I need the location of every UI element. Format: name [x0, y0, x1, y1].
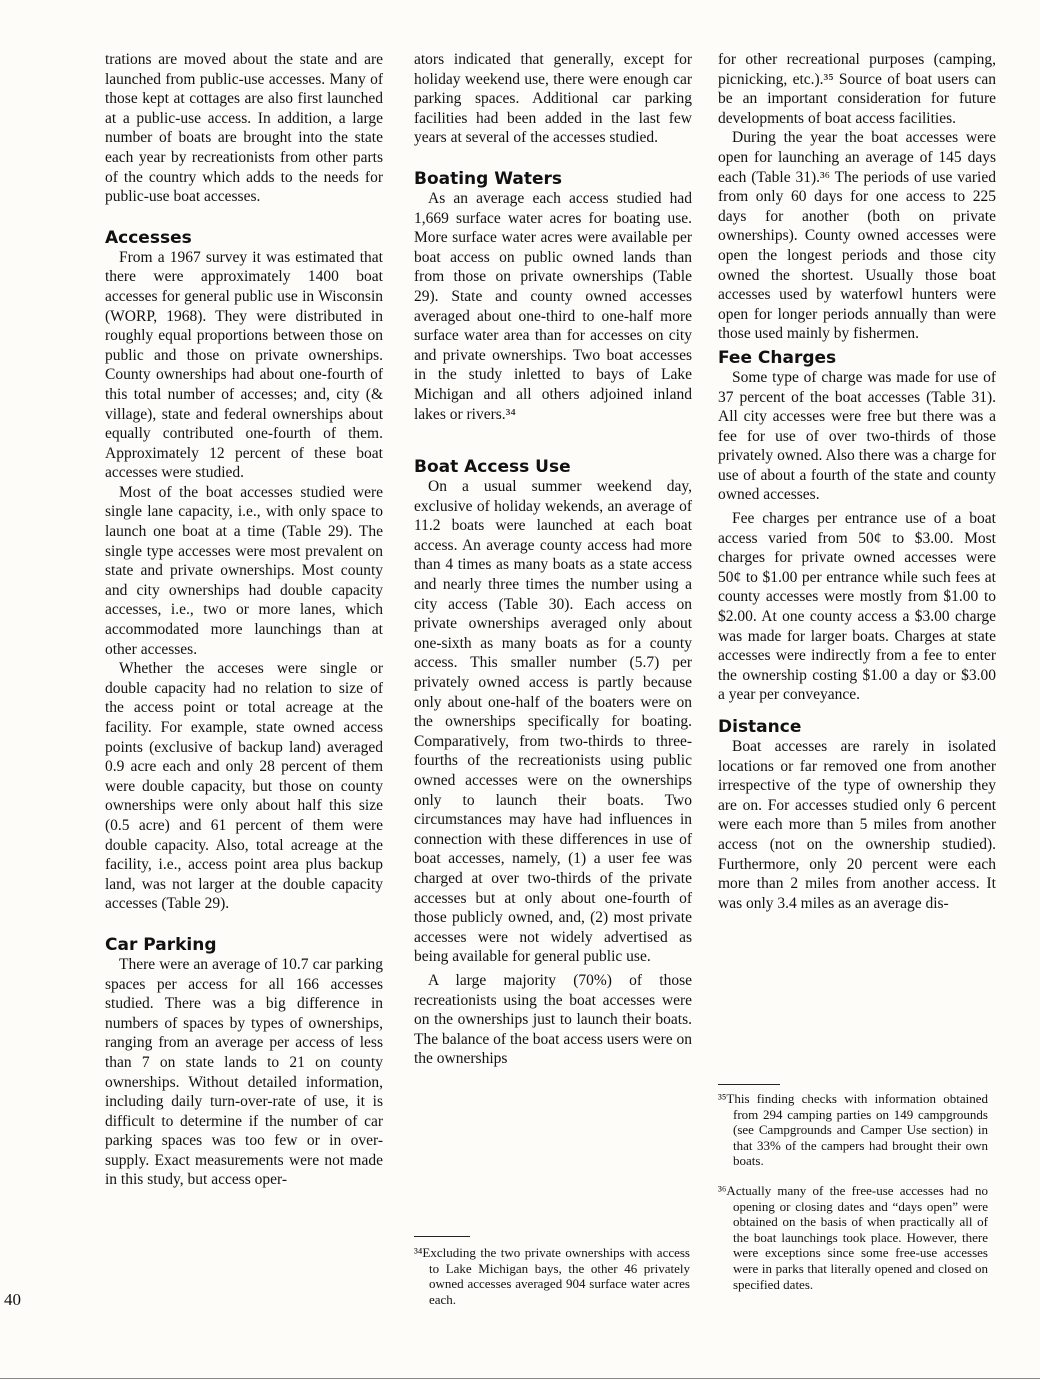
footnote-35: ³⁵This finding checks with information obtained from 294 camping parties on 149 campgrounds (see Campgrounds and Camper Use section) in that 33% of the campers had brought their own boats.: [718, 1091, 988, 1169]
heading-boat-access-use: Boat Access Use: [414, 457, 571, 478]
paragraph-fee-amounts: Fee charges per entrance use of a boat access varied from 50¢ to $3.00. Most charges for private owned accesses were 50¢ to $1.00 per entrance while such fees at county accesses were mostly from $1.00 to $2.00. At one county access a $3.00 charge was made for larger boats. Charges at state accesses were indirectly from a fee to enter the ownership costing $1.00 a day or $3.00 a year per conveyance.: [718, 510, 996, 704]
paragraph-car-parking: There were an average of 10.7 car parking spaces per access for all 166 accesses studied. There was a big difference in numbers of spaces by types of ownerships, ranging from an average per access of less than 7 on state lands to 21 on county ownerships. Without detailed information, including daily turn-over-rate of use, it is difficult to determine if the number of car parking spaces was too few or in over-supply. Exact measurements were not made in this study, but access oper-: [105, 955, 383, 1189]
paragraph-accesses-survey: From a 1967 survey it was estimated that there were approximately 1400 boat accesses for general public use in Wisconsin (WORP, 1968). They were distributed in roughly equal proportions between those on public and those on private ownerships. County ownerships had about one-fourth of this total number of accesses; and, city (& village), state and federal ownerships about equally contributed one-fourth of them. Approximately 12 percent of these boat accesses were studied.: [105, 248, 383, 482]
footnote-rule: [414, 1236, 470, 1237]
heading-boating-waters: Boating Waters: [414, 168, 563, 189]
column-1: [105, 50, 383, 1190]
column-2: [414, 50, 692, 1069]
paragraph-accesses-capacity: Most of the boat accesses studied were single lane capacity, i.e., with only space to launch one boat at a time (Table 29). The single type accesses were most prevalent on state and private ownerships. Most county and city ownerships had double capacity accesses, i.e., two or more lanes, which accommodated more launchings than at other accesses.: [105, 483, 383, 658]
page-number: 40: [4, 1290, 21, 1309]
paragraph-accesses-acreage: Whether the acceses were single or double capacity had no relation to size of the access point or total acreage at the facility. For example, state owned access points (exclusive of backup land) averaged 0.9 acre each and only 28 percent of them were double capacity, but those on county ownerships were only about half this size (0.5 acre) and 61 percent of them were double capacity. Also, total acreage at the facility, i.e., access point area plus backup land, was not larger at the double capacity accesses (Table 29).: [105, 660, 383, 913]
paragraph-fee-types: Some type of charge was made for use of 37 percent of the boat accesses (Table 31). All city accesses were free but there was a fee for use of over two-thirds of those privately owned. Also there was a charge for use of about a fourth of the state and county owned accesses.: [718, 368, 996, 504]
footnote-36: ³⁶Actually many of the free-use accesses had no opening or closing dates and “days open” were obtained on the basis of when practically all of the boat launchings took place. However, there were exceptions since some free-use accesses were in parks that literally opened and closed on specified dates.: [718, 1183, 988, 1292]
column-3: [718, 50, 996, 913]
paragraph-distance: Boat accesses are rarely in isolated locations or far removed one from another irrespective of the type of ownership they are on. For accesses studied only 6 percent were each more than 5 miles from another access (not on the ownership studied). Furthermore, only 20 percent were each more than 2 miles from another access. It was only 3.4 miles as an average dis-: [718, 738, 996, 912]
footnote-rule: [718, 1084, 780, 1085]
heading-distance: Distance: [718, 717, 802, 737]
paragraph-days-open: During the year the boat accesses were open for launching an average of 145 days each (Table 31).³⁶ The periods of use varied from only 60 days for one access to 225 days for another (both on private ownerships). County owned accesses were open the longest periods and those city owned the shortest. Usually those boat accesses used by waterfowl hunters were open for longer periods annually than were those used mainly by fishermen.: [718, 129, 996, 343]
paragraph-parking-continued: ators indicated that generally, except for holiday weekend use, there were enough car parking spaces. Additional car parking facilities had been added in the last few years at several of the accesses studied.: [414, 51, 692, 147]
heading-car-parking: Car Parking: [105, 934, 217, 955]
paragraph-boat-access-use: On a usual summer weekend day, exclusive of holiday wekends, an average of 11.2 boats were launched at each boat access. An average county access had more than 4 times as many boats as a state access and nearly three times the number using a city access (Table 30). Each access on private ownerships averaged only about one-sixth as many boats as for a county access. This smaller number (5.7) per privately owned access is partly because only about one-half of the boaters were on the ownerships specifically for boating. Comparatively, from two-thirds to three-fourths of the recreationists using public owned accesses were on the ownerships only to launch their boats. Two circumstances may have had influences in connection with these differences in use of boat accesses, namely, (1) a user fee was charged at over two-thirds of the private accesses but at only about one-fourth of those publicly owned, and, (2) most private accesses were not widely advertised as being available for general public use.: [414, 478, 692, 966]
footnote-34: ³⁴Excluding the two private ownerships with access to Lake Michigan bays, the other 46 privately owned accesses averaged 904 surface water acres each.: [414, 1245, 690, 1307]
heading-fee-charges: Fee Charges: [718, 347, 837, 368]
paragraph-intro-continued: trations are moved about the state and are launched from public-use accesses. Many of those kept at cottages are also first launched at a public-use access. In addition, a large number of boats are brought into the state each year by recreationists from other parts of the country which adds to the needs for public-use boat accesses.: [105, 51, 383, 206]
paragraph-boating-waters: As an average each access studied had 1,669 surface water acres for boating use. More surface water acres were available per boat access on public owned lands than from those on private ownerships (Table 29). State and county owned accesses averaged about one-third to one-half more surface water area than for accesses on city and private ownerships. Two boat accesses in the study inletted to bays of Lake Michigan and all others adjoined inland lakes or rivers.³⁴: [414, 189, 692, 423]
paragraph-recreationists-launch: A large majority (70%) of those recreationists using the boat accesses were on the ownerships just to launch their boats. The balance of the boat access users were on the ownerships: [414, 971, 693, 1068]
page-edge-line: [0, 1378, 1040, 1379]
heading-accesses: Accesses: [105, 227, 192, 248]
paragraph-recreation-continued: for other recreational purposes (camping, picnicking, etc.).³⁵ Source of boat users can be an important consideration for future developments of boat access facilities.: [718, 51, 996, 127]
